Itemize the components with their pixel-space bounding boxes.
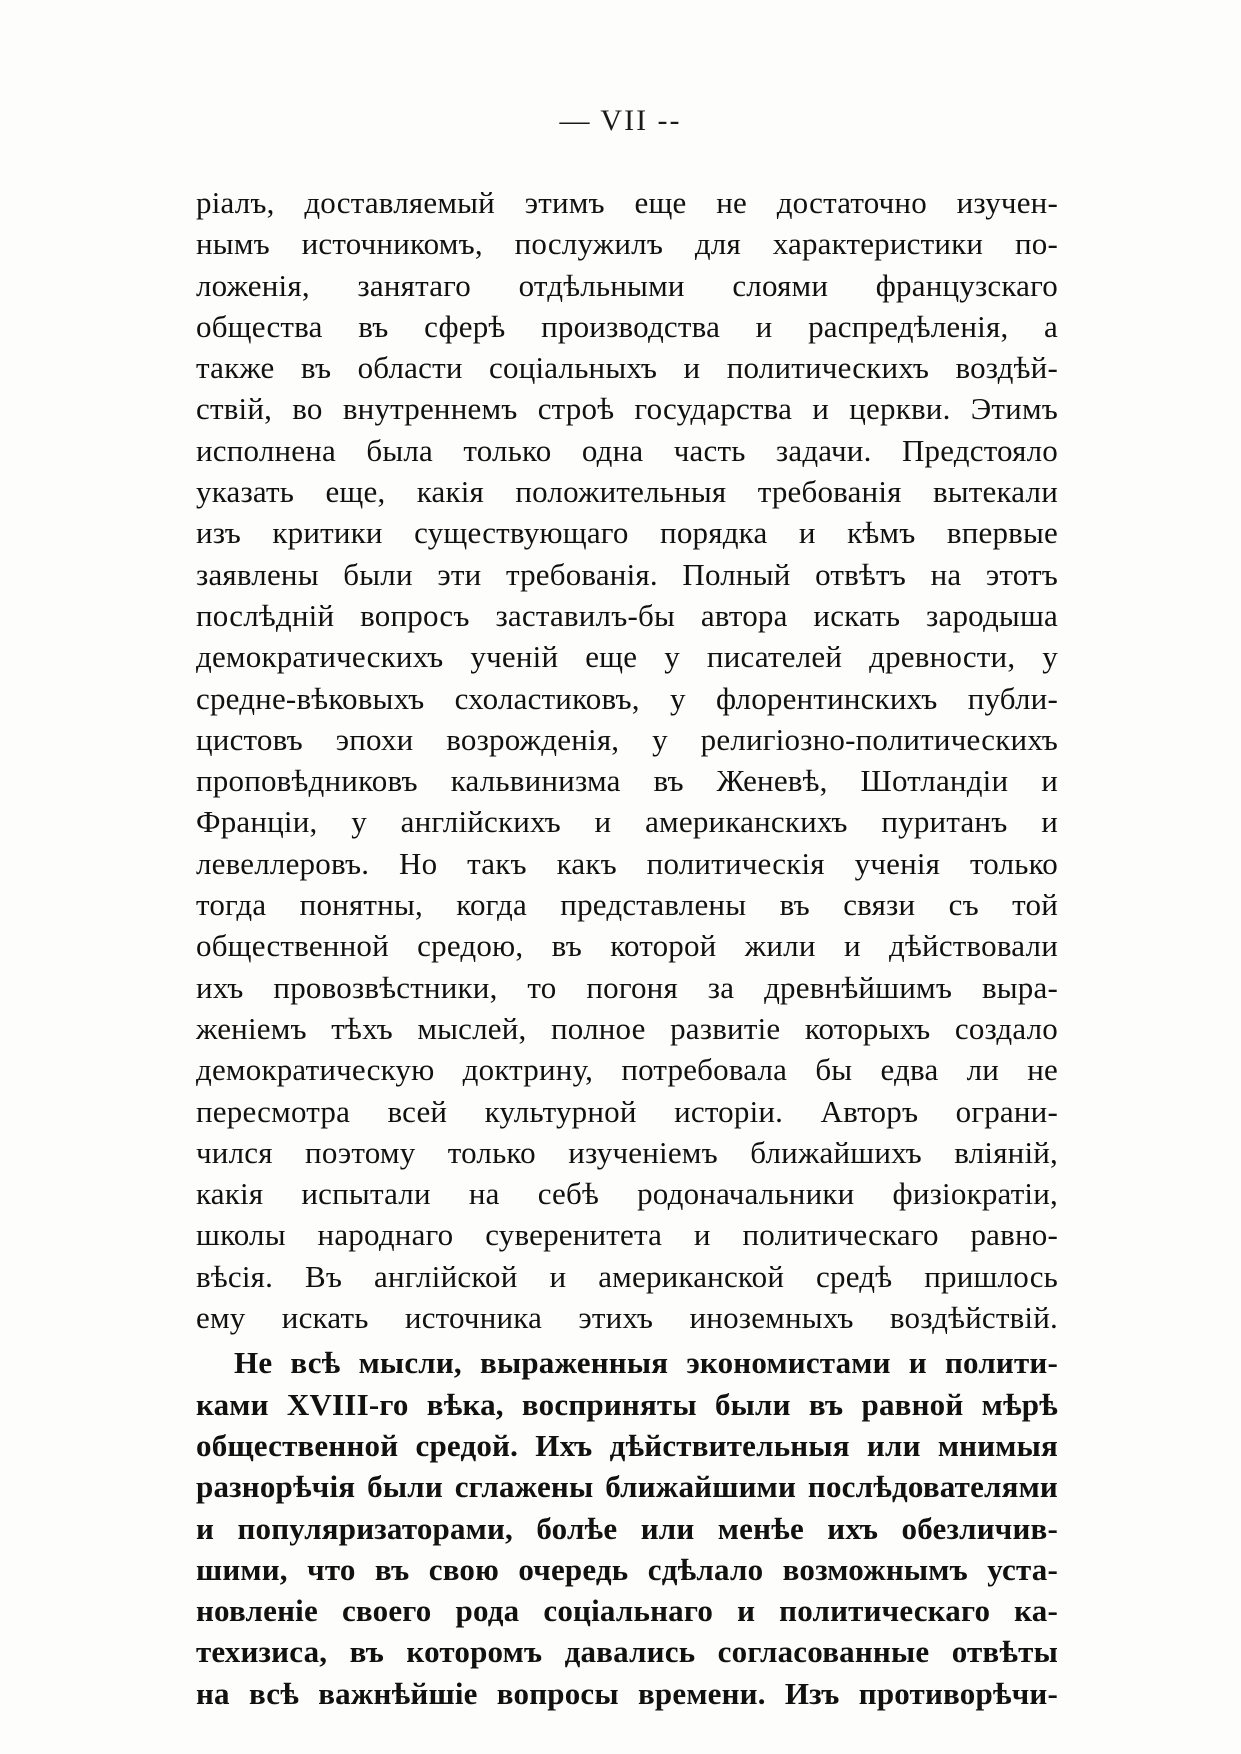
text-line: ихъ провозвѣстники, то погоня за древнѣйшимъ выра- <box>196 969 1058 1005</box>
text-line: женіемъ тѣхъ мыслей, полное развитіе которыхъ создало <box>196 1010 1058 1046</box>
text-line: указать еще, какія положительныя требованія вытекали <box>196 474 1058 510</box>
text-line: школы народнаго суверенитета и политическаго равно- <box>196 1217 1058 1253</box>
text-line: чился поэтому только изученіемъ ближайшихъ вліяній, <box>196 1134 1058 1170</box>
text-line: заявлены были эти требованія. Полный отвѣтъ на этотъ <box>196 556 1058 592</box>
text-line: ствій, во внутреннемъ строѣ государства и церкви. Этимъ <box>196 391 1058 427</box>
paragraph-2 <box>196 1342 1058 1714</box>
text-line: демократическую доктрину, потребовала бы едва ли не <box>196 1052 1058 1088</box>
text-line: разнорѣчія были сглажены ближайшими послѣдователями <box>196 1469 1058 1505</box>
text-line: новленіе своего рода соціальнаго и политическаго ка- <box>196 1593 1058 1629</box>
text-line: средне-вѣковыхъ схоластиковъ, у флорентинскихъ публи- <box>196 680 1058 716</box>
text-line: техизиса, въ которомъ давались согласованные отвѣты <box>196 1634 1058 1670</box>
text-line: нымъ источникомъ, послужилъ для характеристики по- <box>196 226 1058 262</box>
text-line: общественной средою, въ которой жили и дѣйствовали <box>196 928 1058 964</box>
text-line: цистовъ эпохи возрожденія, у религіозно-политическихъ <box>196 721 1058 757</box>
paragraph-1 <box>196 182 1058 1338</box>
text-line: проповѣдниковъ кальвинизма въ Женевѣ, Шотландіи и <box>196 763 1058 799</box>
text-line: исполнена была только одна часть задачи. Предстояло <box>196 432 1058 468</box>
text-line: тогда понятны, когда представлены въ связи съ той <box>196 887 1058 923</box>
text-line: также въ области соціальныхъ и политическихъ воздѣй- <box>196 350 1058 386</box>
page-number: — VII -- <box>559 104 682 137</box>
text-line: общественной средой. Ихъ дѣйствительныя или мнимыя <box>196 1427 1058 1463</box>
text-line: вѣсія. Въ англійской и американской средѣ пришлось <box>196 1258 1058 1294</box>
text-line: ками XVIII-го вѣка, восприняты были въ равной мѣрѣ <box>196 1386 1058 1422</box>
text-line: на всѣ важнѣйшіе вопросы времени. Изъ противорѣчи- <box>196 1675 1058 1711</box>
text-line: и популяризаторами, болѣе или менѣе ихъ обезличив- <box>196 1510 1058 1546</box>
text-line: ложенія, занятаго отдѣльными слоями французскаго <box>196 267 1058 303</box>
text-line: какія испытали на себѣ родоначальники физіократіи, <box>196 1176 1058 1212</box>
text-line: послѣдній вопросъ заставилъ-бы автора искать зародыша <box>196 597 1058 633</box>
text-line: общества въ сферѣ производства и распредѣленія, а <box>196 308 1058 344</box>
text-line: Франціи, у англійскихъ и американскихъ пуританъ и <box>196 804 1058 840</box>
text-line: ріалъ, доставляемый этимъ еще не достаточно изучен- <box>196 185 1058 220</box>
text-line: левеллеровъ. Но такъ какъ политическія ученія только <box>196 845 1058 881</box>
text-line: изъ критики существующаго порядка и кѣмъ впервые <box>196 515 1058 551</box>
text-line: пересмотра всей культурной исторіи. Авторъ ограни- <box>196 1093 1058 1129</box>
text-line: демократическихъ ученій еще у писателей древности, у <box>196 639 1058 675</box>
text-line: ему искать источника этихъ иноземныхъ воздѣйствій. <box>196 1300 1058 1336</box>
body-text <box>196 182 1058 1714</box>
text-line: шими, что въ свою очередь сдѣлало возможнымъ уста- <box>196 1551 1058 1587</box>
text-line: Не всѣ мысли, выраженныя экономистами и полити- <box>234 1345 1058 1381</box>
